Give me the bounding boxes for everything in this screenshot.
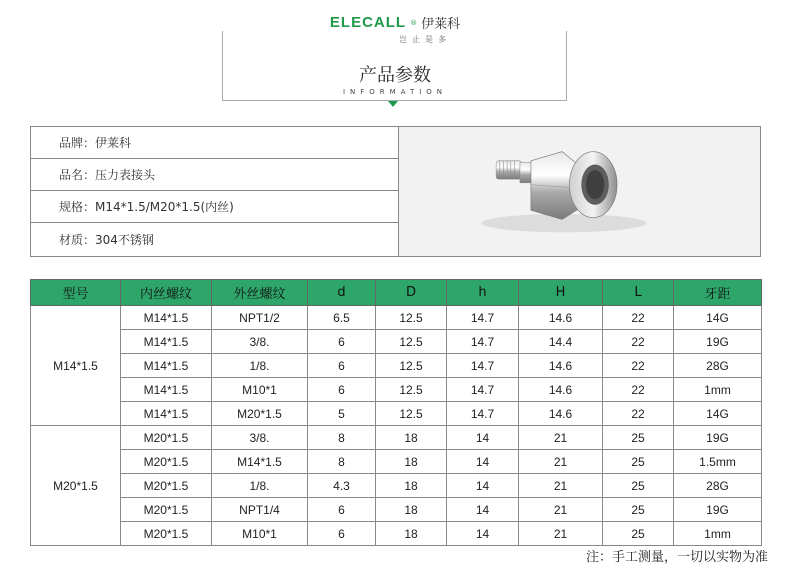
table-cell: 6.5 [308,306,376,330]
table-cell: 25 [603,450,674,474]
table-cell: 14.6 [519,306,603,330]
table-cell: 21 [519,522,603,546]
triangle-marker-icon [388,101,398,107]
spec-list [31,127,399,256]
table-cell: 14 [447,450,519,474]
table-cell: 8 [308,426,376,450]
pressure-gauge-fitting-image [399,127,760,256]
table-cell: 6 [308,522,376,546]
table-row [31,522,762,546]
table-cell: M20*1.5 [121,474,212,498]
table-cell: 3/8. [212,426,308,450]
table-cell: 22 [603,354,674,378]
table-cell: 1mm [674,522,762,546]
table-cell: 12.5 [376,354,447,378]
spec-material: 材质：304不锈钢 [59,233,154,247]
table-cell: 12.5 [376,402,447,426]
table-cell: 21 [519,474,603,498]
spec-size: 规格：M14*1.5/M20*1.5(内丝) [31,191,398,223]
table-cell: 3/8. [212,330,308,354]
parameter-table [30,279,762,546]
table-cell: M20*1.5 [121,426,212,450]
table-cell: 14 [447,498,519,522]
col-header-h: h [447,280,519,306]
table-cell: 25 [603,426,674,450]
table-cell: 28G [674,354,762,378]
table-row [31,378,762,402]
table-row [31,330,762,354]
table-cell: 1.5mm [674,450,762,474]
table-cell: 21 [519,426,603,450]
table-cell: 12.5 [376,378,447,402]
table-cell: 6 [308,498,376,522]
brand-name-cn: 伊莱科 [421,17,461,32]
table-cell: 5 [308,402,376,426]
table-cell: 12.5 [376,306,447,330]
table-cell: 18 [376,498,447,522]
table-cell: 14G [674,402,762,426]
spec-product-name: 品名：压力表接头 [31,159,398,191]
table-cell: 8 [308,450,376,474]
table-cell: M14*1.5 [121,330,212,354]
table-cell: 18 [376,474,447,498]
table-cell: 14.4 [519,330,603,354]
table-cell: M14*1.5 [121,378,212,402]
spec-panel [30,126,761,257]
col-header-external-thread: 外丝螺纹 [212,280,308,306]
table-cell: 14 [447,474,519,498]
col-header-pitch: 牙距 [674,280,762,306]
table-cell: 25 [603,522,674,546]
table-cell: NPT1/2 [212,306,308,330]
table-cell: M20*1.5 [121,498,212,522]
table-cell: 22 [603,306,674,330]
table-cell: 19G [674,330,762,354]
table-header-row [31,280,762,306]
table-cell: 14 [447,426,519,450]
table-cell: 6 [308,354,376,378]
table-cell: 12.5 [376,330,447,354]
table-cell: 14.7 [447,306,519,330]
product-photo [399,127,760,256]
col-header-d: d [308,280,376,306]
spec-brand: 品牌：伊莱科 [31,127,398,159]
col-header-H: H [519,280,603,306]
table-cell: 22 [603,330,674,354]
table-cell: M20*1.5 [121,450,212,474]
table-cell: 19G [674,426,762,450]
table-cell: M20*1.5 [121,522,212,546]
page-title: 产品参数 [359,65,431,86]
table-cell: 21 [519,450,603,474]
table-cell: 18 [376,522,447,546]
col-header-D: D [376,280,447,306]
table-cell: 14G [674,306,762,330]
page-subtitle: INFORMATION [342,88,448,96]
table-cell: M14*1.5 [121,354,212,378]
table-cell: 18 [376,450,447,474]
model-cell: M20*1.5 [31,426,121,546]
table-cell: M10*1 [212,378,308,402]
table-row [31,450,762,474]
measurement-note: 注：手工测量，一切以实物为准 [585,550,768,565]
table-row [31,474,762,498]
table-cell: 14.7 [447,402,519,426]
table-cell: 14 [447,522,519,546]
table-cell: 1/8. [212,354,308,378]
table-cell: M10*1 [212,522,308,546]
col-header-model: 型号 [31,280,121,306]
table-cell: M14*1.5 [121,306,212,330]
table-cell: 6 [308,330,376,354]
table-cell: 21 [519,498,603,522]
brand-name-en: ELECALL [329,14,407,31]
brand-slogan: 岂止是多 [399,35,451,44]
table-row [31,306,762,330]
table-cell: 18 [376,426,447,450]
table-cell: 25 [603,474,674,498]
table-cell: 14.7 [447,330,519,354]
table-cell: 14.6 [519,378,603,402]
table-cell: 22 [603,378,674,402]
table-cell: 22 [603,402,674,426]
col-header-L: L [603,280,674,306]
table-row [31,426,762,450]
table-cell: M20*1.5 [212,402,308,426]
table-cell: 4.3 [308,474,376,498]
model-cell: M14*1.5 [31,306,121,426]
table-cell: 6 [308,378,376,402]
table-cell: NPT1/4 [212,498,308,522]
table-row [31,498,762,522]
table-cell: 25 [603,498,674,522]
registered-mark: ® [410,18,418,27]
col-header-internal-thread: 内丝螺纹 [121,280,212,306]
table-cell: 14.6 [519,354,603,378]
table-cell: 28G [674,474,762,498]
table-cell: 14.7 [447,378,519,402]
table-cell: 14.6 [519,402,603,426]
table-cell: M14*1.5 [121,402,212,426]
table-cell: M14*1.5 [212,450,308,474]
table-cell: 1mm [674,378,762,402]
table-row [31,354,762,378]
table-cell: 1/8. [212,474,308,498]
table-cell: 14.7 [447,354,519,378]
table-cell: 19G [674,498,762,522]
table-row [31,402,762,426]
